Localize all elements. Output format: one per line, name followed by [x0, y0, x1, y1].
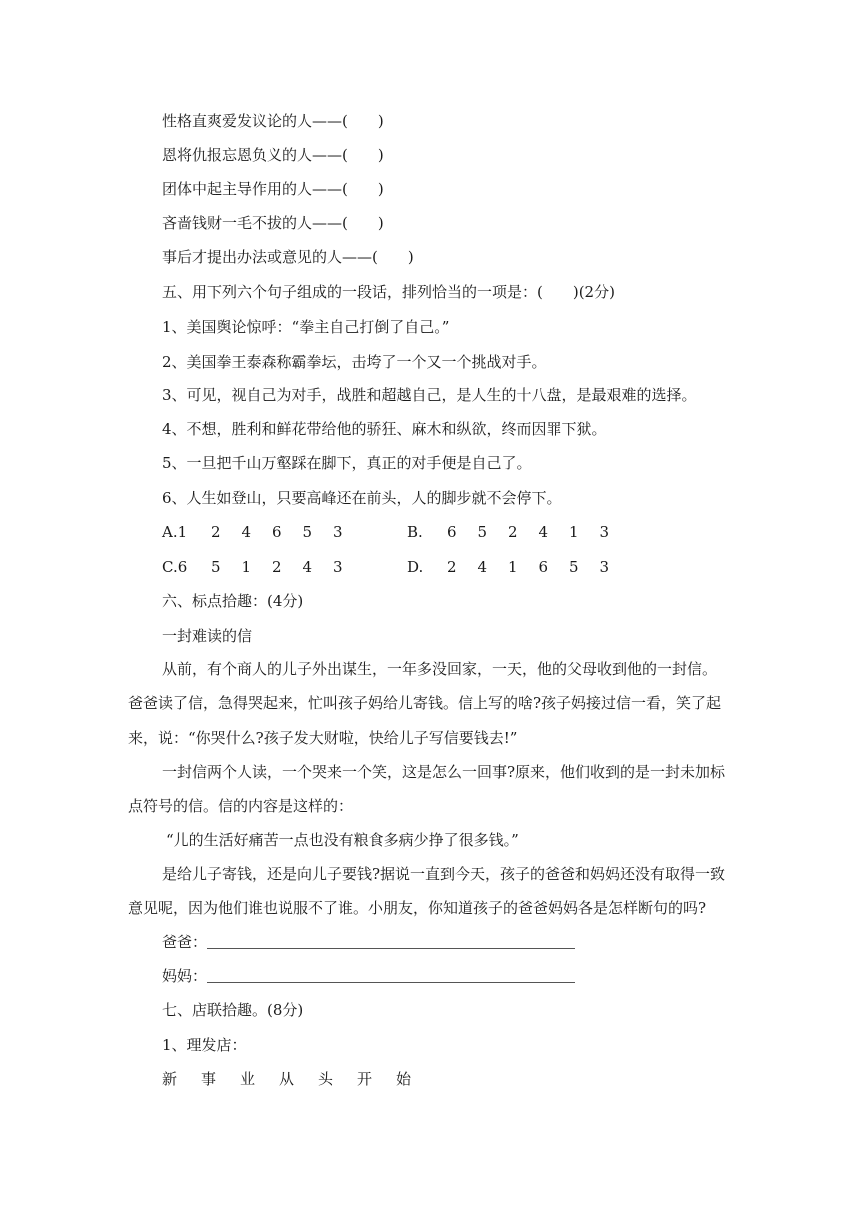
option-d-num: 4 [477, 558, 488, 576]
match-item-3: 团体中起主导作用的人——( ) [162, 180, 384, 198]
sentence-1: 1、美国舆论惊呼：“拳主自己打倒了自己。” [162, 318, 450, 336]
option-b-label: B. [407, 523, 423, 541]
letter-text: “儿的生活好痛苦一点也没有粮食多病少挣了很多钱。” [166, 831, 519, 849]
option-a-label: A.1 [162, 523, 188, 541]
story-para1-line1: 从前，有个商人的儿子外出谋生，一年多没回家，一天，他的父母收到他的一封信。 [162, 660, 718, 678]
option-a-num: 2 [211, 523, 221, 541]
sentence-3: 3、可见，视自己为对手，战胜和超越自己，是人生的十八盘，是最艰难的选择。 [162, 386, 697, 404]
couplet-char: 新 [162, 1070, 178, 1088]
option-b-num: 4 [538, 523, 549, 541]
couplet-char: 头 [318, 1070, 334, 1088]
option-d-num: 3 [599, 558, 610, 576]
couplet-line [162, 1069, 435, 1089]
option-a-num: 6 [272, 523, 282, 541]
match-item-2: 恩将仇报忘恩负义的人——( ) [162, 146, 384, 164]
option-b-num: 2 [508, 523, 518, 541]
option-a-num: 5 [302, 523, 313, 541]
story-para2-line2: 点符号的信。信的内容是这样的： [128, 797, 354, 815]
sentence-6: 6、人生如登山，只要高峰还在前头，人的脚步就不会停下。 [162, 489, 562, 507]
story-title: 一封难读的信 [162, 627, 253, 645]
option-a-num: 4 [241, 523, 252, 541]
option-c-num: 2 [272, 558, 282, 576]
option-d-label: D. [407, 558, 424, 576]
section7-item1: 1、理发店： [162, 1036, 247, 1054]
mom-label: 妈妈： [162, 967, 208, 985]
couplet-char: 从 [279, 1070, 295, 1088]
option-c [162, 557, 364, 577]
option-b [407, 522, 630, 542]
match-item-4: 吝啬钱财一毛不拔的人——( ) [162, 214, 384, 232]
mom-answer-line[interactable] [207, 982, 575, 983]
section7-heading: 七、店联拾趣。(8分) [162, 1001, 304, 1019]
story-para1-line3: 来，说：“你哭什么?孩子发大财啦，快给儿子写信要钱去!” [128, 729, 518, 747]
couplet-char: 开 [357, 1070, 373, 1088]
option-d-num: 6 [538, 558, 549, 576]
option-d-num: 2 [447, 558, 457, 576]
sentence-2: 2、美国拳王泰森称霸拳坛，击垮了一个又一个挑战对手。 [162, 353, 547, 371]
option-a-num: 3 [333, 523, 343, 541]
option-b-num: 3 [599, 523, 610, 541]
option-d [407, 557, 630, 577]
story-para3-line1: 是给儿子寄钱，还是向儿子要钱?据说一直到今天，孩子的爸爸和妈妈还没有取得一致 [162, 865, 726, 883]
story-para3-line2: 意见呢，因为他们谁也说服不了谁。小朋友，你知道孩子的爸爸妈妈各是怎样断句的吗? [128, 899, 707, 917]
sentence-4: 4、不想，胜利和鲜花带给他的骄狂、麻木和纵欲，终而因罪下狱。 [162, 420, 607, 438]
option-d-num: 5 [569, 558, 579, 576]
couplet-char: 事 [201, 1070, 217, 1088]
option-d-num: 1 [508, 558, 518, 576]
couplet-char: 始 [396, 1070, 412, 1088]
option-b-num: 1 [569, 523, 579, 541]
sentence-5: 5、一旦把千山万壑踩在脚下，真正的对手便是自己了。 [162, 454, 532, 472]
option-b-num: 5 [477, 523, 488, 541]
option-c-num: 5 [211, 558, 221, 576]
option-a [162, 522, 364, 542]
option-c-num: 3 [333, 558, 343, 576]
option-c-num: 1 [241, 558, 252, 576]
story-para1-line2: 爸爸读了信，急得哭起来，忙叫孩子妈给儿寄钱。信上写的啥?孩子妈接过信一看，笑了起 [128, 694, 722, 712]
option-b-num: 6 [447, 523, 457, 541]
match-item-1: 性格直爽爱发议论的人——( ) [162, 112, 384, 130]
couplet-char: 业 [240, 1070, 256, 1088]
match-item-5: 事后才提出办法或意见的人——( ) [162, 248, 414, 266]
dad-label: 爸爸： [162, 933, 208, 951]
section6-heading: 六、标点拾趣：(4分) [162, 592, 304, 610]
dad-answer-line[interactable] [207, 948, 575, 949]
option-c-label: C.6 [162, 558, 188, 576]
story-para2-line1: 一封信两个人读，一个哭来一个笑，这是怎么一回事?原来，他们收到的是一封未加标 [162, 763, 726, 781]
section5-heading: 五、用下列六个句子组成的一段话，排列恰当的一项是：( )(2分) [162, 283, 615, 301]
option-c-num: 4 [302, 558, 313, 576]
